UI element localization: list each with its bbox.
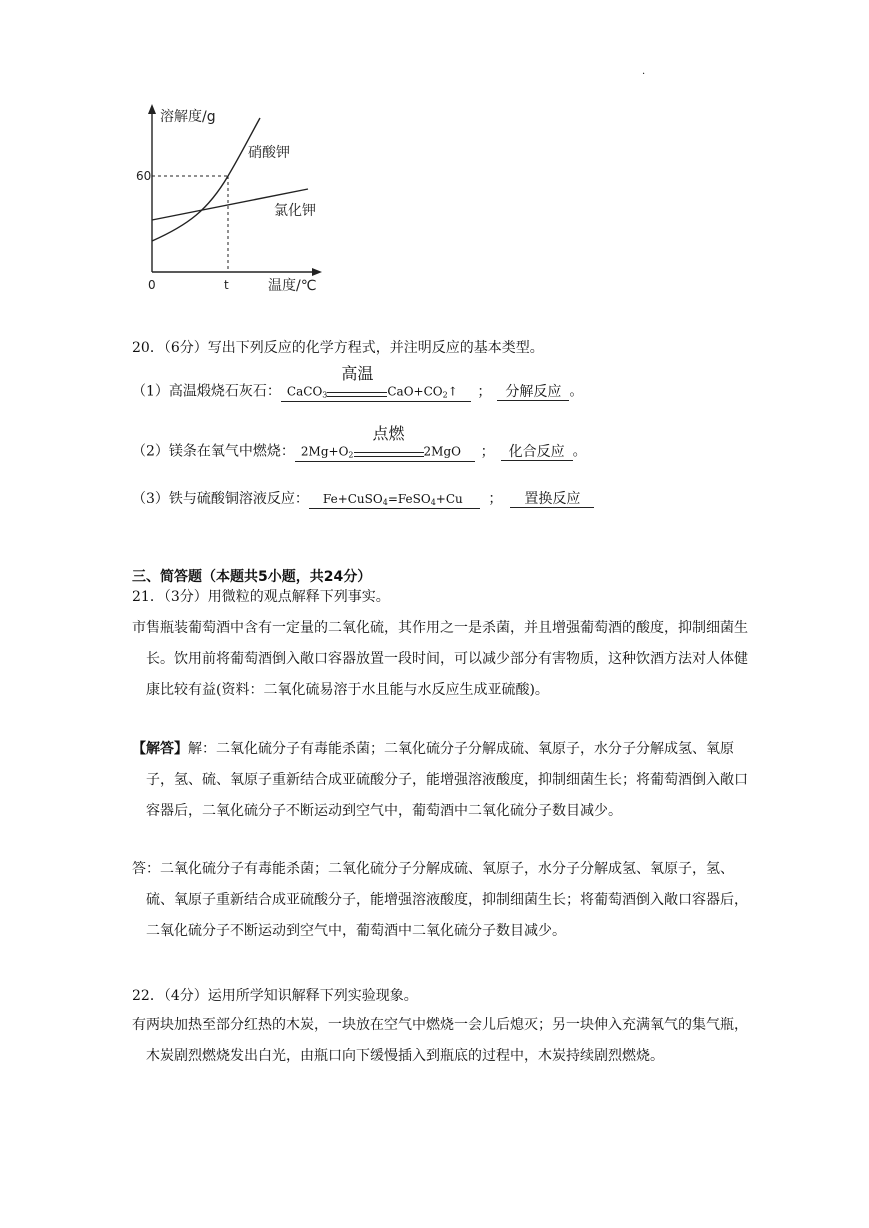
condition-high-temp: 高温 bbox=[327, 384, 387, 400]
x-axis-label: 温度/℃ bbox=[268, 278, 317, 294]
y-tick-label: 60 bbox=[136, 169, 152, 183]
x-tick-label: t bbox=[224, 278, 229, 292]
solution-tag: 【解答】 bbox=[132, 741, 188, 757]
q20-item-3-label: （3）铁与硫酸铜溶液反应： bbox=[132, 491, 309, 507]
q22-body: 有两块加热至部分红热的木炭，一块放在空气中燃烧一会儿后熄灭；另一块伸入充满氧气的集气瓶，木炭剧烈燃烧发出白光，由瓶口向下缓慢插入到瓶底的过程中，木炭持续剧烈燃烧。 bbox=[132, 1017, 748, 1064]
q20-item-2-type: 化合反应 bbox=[501, 445, 573, 461]
q20-item-2-equation: $2Mg+O_2$ 点燃 2MgO bbox=[295, 444, 475, 462]
q20-title: 20．（6分）写出下列反应的化学方程式，并注明反应的基本类型。 bbox=[132, 340, 544, 356]
q20-item-3-equation: Fe+CuSO$_4$=FeSO$_4$+Cu bbox=[309, 493, 480, 509]
q21-solution: 【解答】解：二氧化硫分子有毒能杀菌；二氧化硫分子分解成硫、氧原子，水分子分解成氢、氧原子，氢、硫、氧原子重新结合成亚硫酸分子，能增强溶液酸度，抑制细菌生长；将葡萄酒倒入敞口容器后，二氧化硫分子不断运动到空气中，葡萄酒中二氧化硫分子数目减少。 bbox=[132, 741, 748, 819]
q21-body: 市售瓶装葡萄酒中含有一定量的二氧化硫，其作用之一是杀菌，并且增强葡萄酒的酸度，抑制细菌生长。饮用前将葡萄酒倒入敞口容器放置一段时间，可以减少部分有害物质，这种饮酒方法对人体健康比较有益(资料：二氧化硫易溶于水且能与水反应生成亚硫酸)。 bbox=[132, 620, 748, 698]
y-axis-arrow bbox=[148, 104, 156, 114]
q20-item-1: （1）高温煅烧石灰石： CaCO$_3$ 高温 $CaO+CO_2↑$ ； 分解反应 。 bbox=[132, 384, 583, 402]
q20-item-2: （2）镁条在氧气中燃烧： $2Mg+O_2$ 点燃 2MgO ； 化合反应 。 bbox=[132, 444, 587, 462]
origin-label: 0 bbox=[148, 278, 156, 292]
section-3-heading: 三、简答题（本题共5小题，共24分） bbox=[132, 569, 372, 585]
q21-title: 21．（3分）用微粒的观点解释下列事实。 bbox=[132, 589, 390, 605]
series-line-kno3 bbox=[152, 118, 260, 241]
page-dot: . bbox=[642, 66, 646, 77]
q20-item-1-equation: CaCO$_3$ 高温 $CaO+CO_2↑$ bbox=[281, 384, 472, 402]
q20-item-3: （3）铁与硫酸铜溶液反应： Fe+CuSO$_4$=FeSO$_4$+Cu ； 置换反应 bbox=[132, 492, 594, 509]
condition-ignite: 点燃 bbox=[354, 444, 424, 460]
y-axis-label: 溶解度/g bbox=[160, 109, 216, 125]
series-label-kcl: 氯化钾 bbox=[274, 203, 316, 219]
q20-item-2-label: （2）镁条在氧气中燃烧： bbox=[132, 443, 295, 460]
q20-item-1-label: （1）高温煅烧石灰石： bbox=[132, 383, 281, 400]
q21-answer: 答：二氧化硫分子有毒能杀菌；二氧化硫分子分解成硫、氧原子，水分子分解成氢、氧原子，氢、硫、氧原子重新结合成亚硫酸分子，能增强溶液酸度，抑制细菌生长；将葡萄酒倒入敞口容器后，二氧化硫分子不断运动到空气中，葡萄酒中二氧化硫分子数目减少。 bbox=[132, 861, 748, 939]
q20-item-1-type: 分解反应 bbox=[497, 385, 569, 401]
q22-title: 22．（4分）运用所学知识解释下列实验现象。 bbox=[132, 988, 418, 1004]
q20-item-3-type: 置换反应 bbox=[510, 492, 594, 508]
series-label-kno3: 硝酸钾 bbox=[248, 145, 290, 161]
x-axis-arrow bbox=[312, 268, 322, 276]
solubility-chart bbox=[138, 100, 338, 300]
